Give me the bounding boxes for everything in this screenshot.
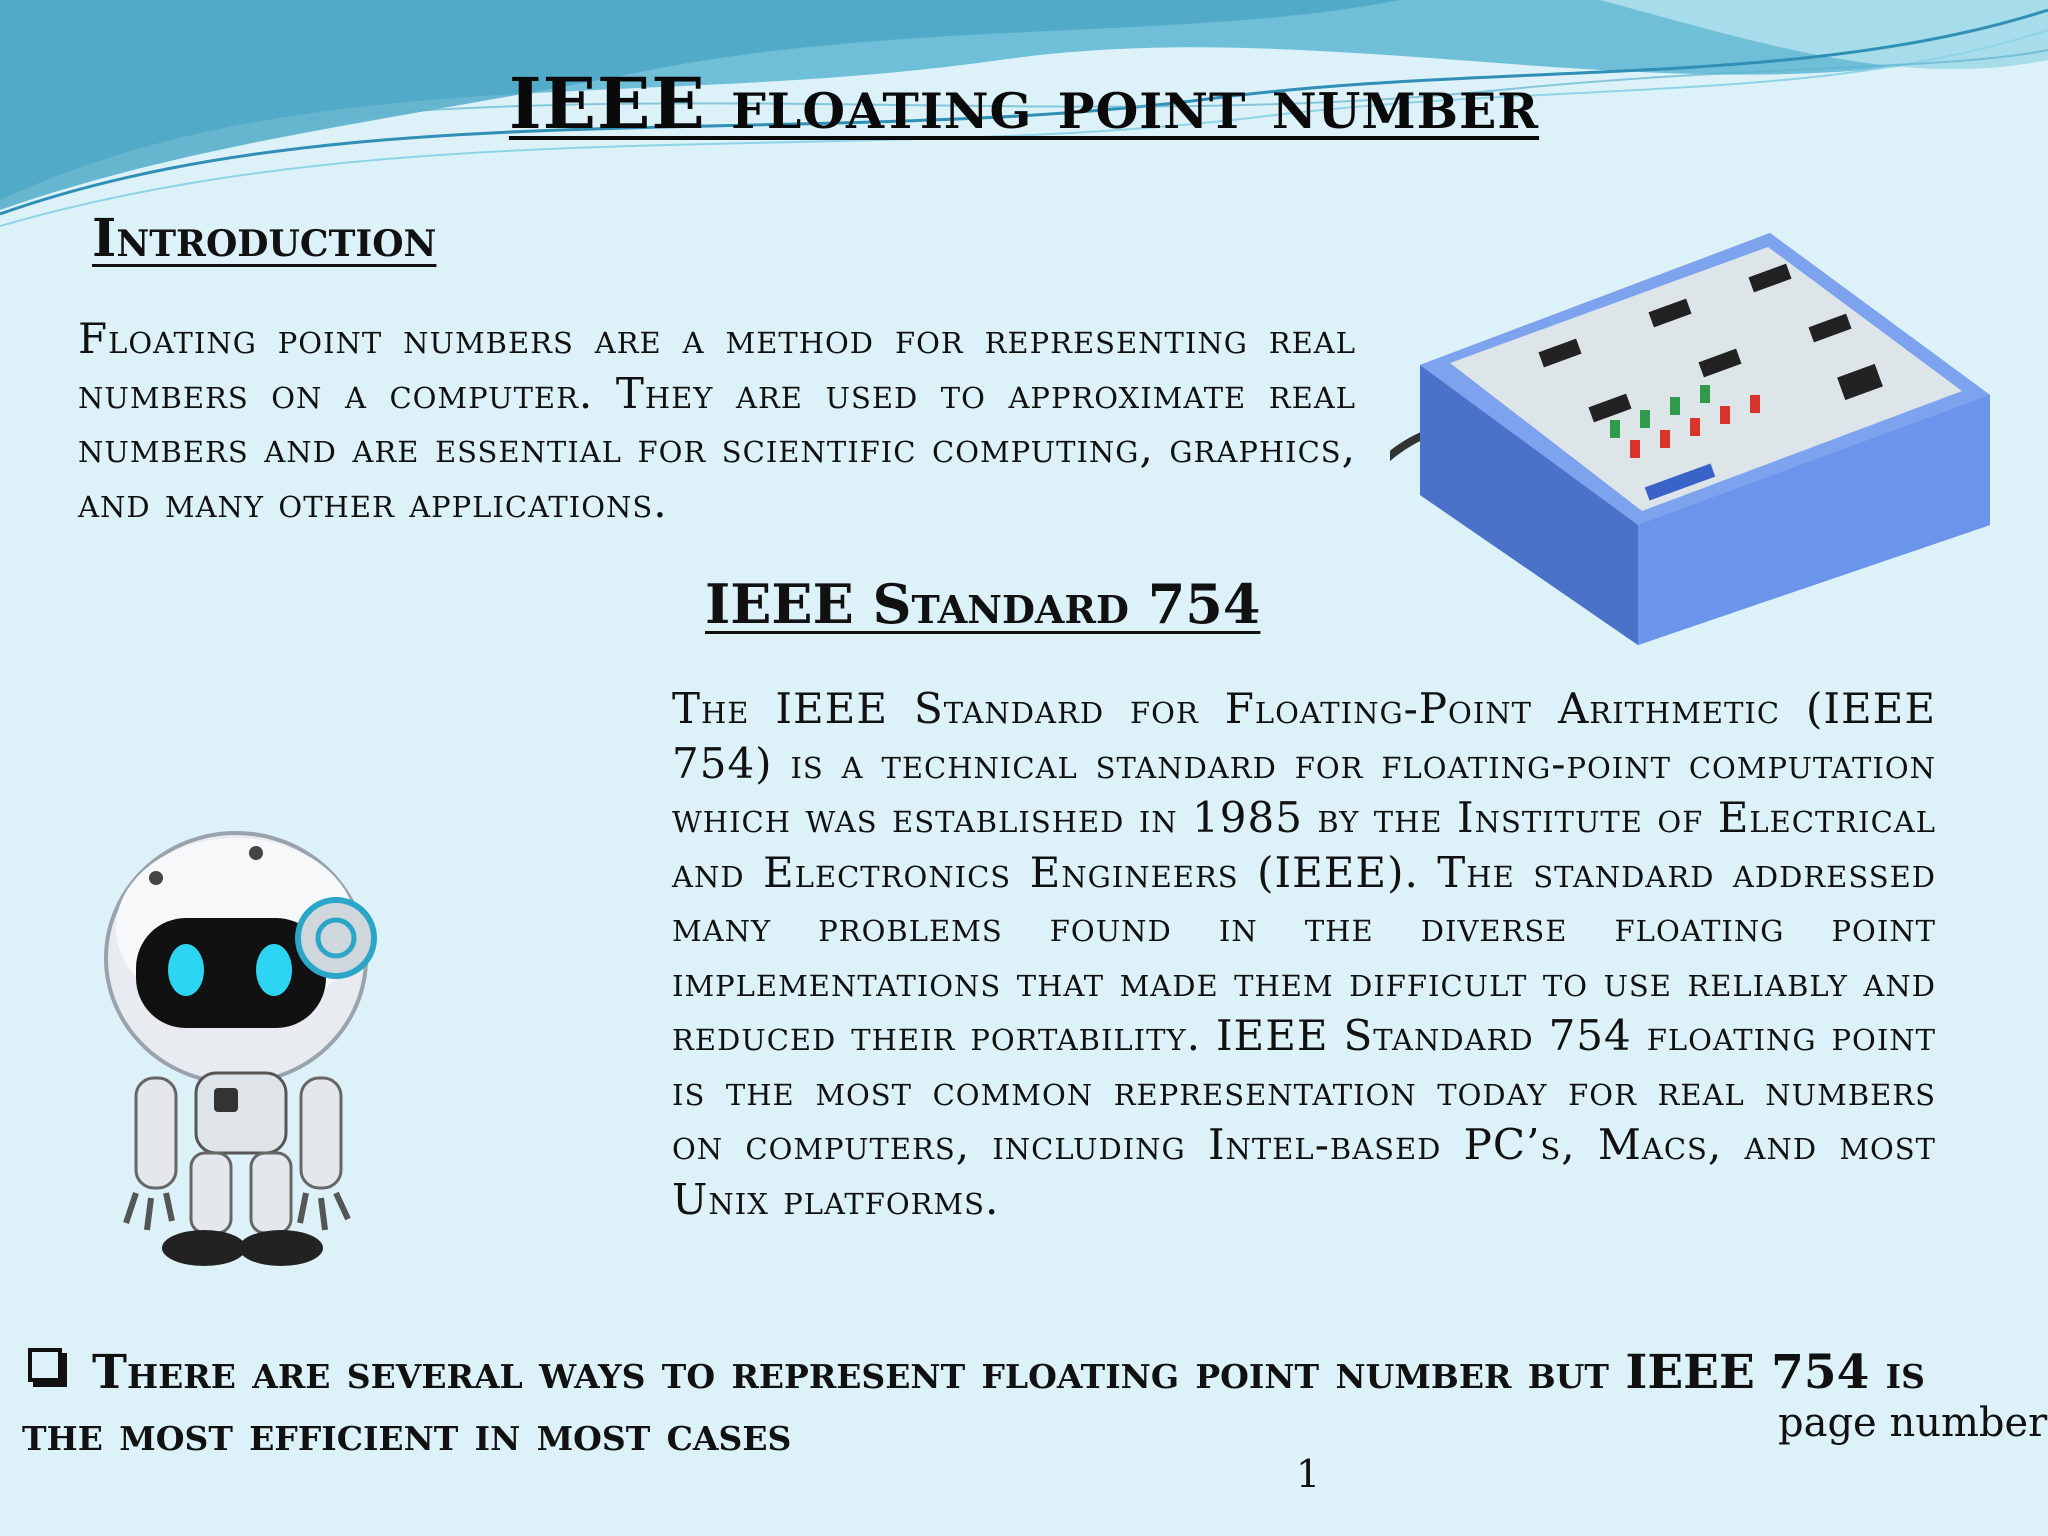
digital-trainer-kit-image: [1390, 225, 1990, 645]
summary-bullet: [22, 1342, 2012, 1466]
checkbox-bullet-icon: [28, 1348, 62, 1382]
page-title: IEEE floating point number: [508, 62, 1540, 145]
introduction-paragraph: Floating point numbers are a method for representing real numbers on a computer. They are used to approximate real numbers and are essential for scientific computing, graphics, and many other applications.: [78, 314, 1356, 527]
introduction-heading: Introduction: [92, 208, 437, 269]
robot-image: [96, 808, 436, 1278]
summary-bullet-text: There are several ways to represent floating point number but IEEE 754 is the most efficient in most cases: [22, 1345, 1925, 1462]
ieee-standard-paragraph: The IEEE Standard for Floating-Point Arithmetic (IEEE 754) is a technical standard for floating-point computation which was established in 1985 by the Institute of Electrical and Electronics Engineers (IEEE). The standard addressed many problems found in the diverse floating point implementations that made them difficult to use reliably and reduced their portability. IEEE Standard 754 floating point is the most common representation today for real numbers on computers, including Intel-based PC’s, Macs, and most Unix platforms.: [672, 684, 1936, 1224]
page-number-label: page number: [1778, 1400, 2048, 1446]
page-number: 1: [1296, 1452, 1321, 1496]
ieee-standard-heading: IEEE Standard 754: [705, 572, 1261, 636]
